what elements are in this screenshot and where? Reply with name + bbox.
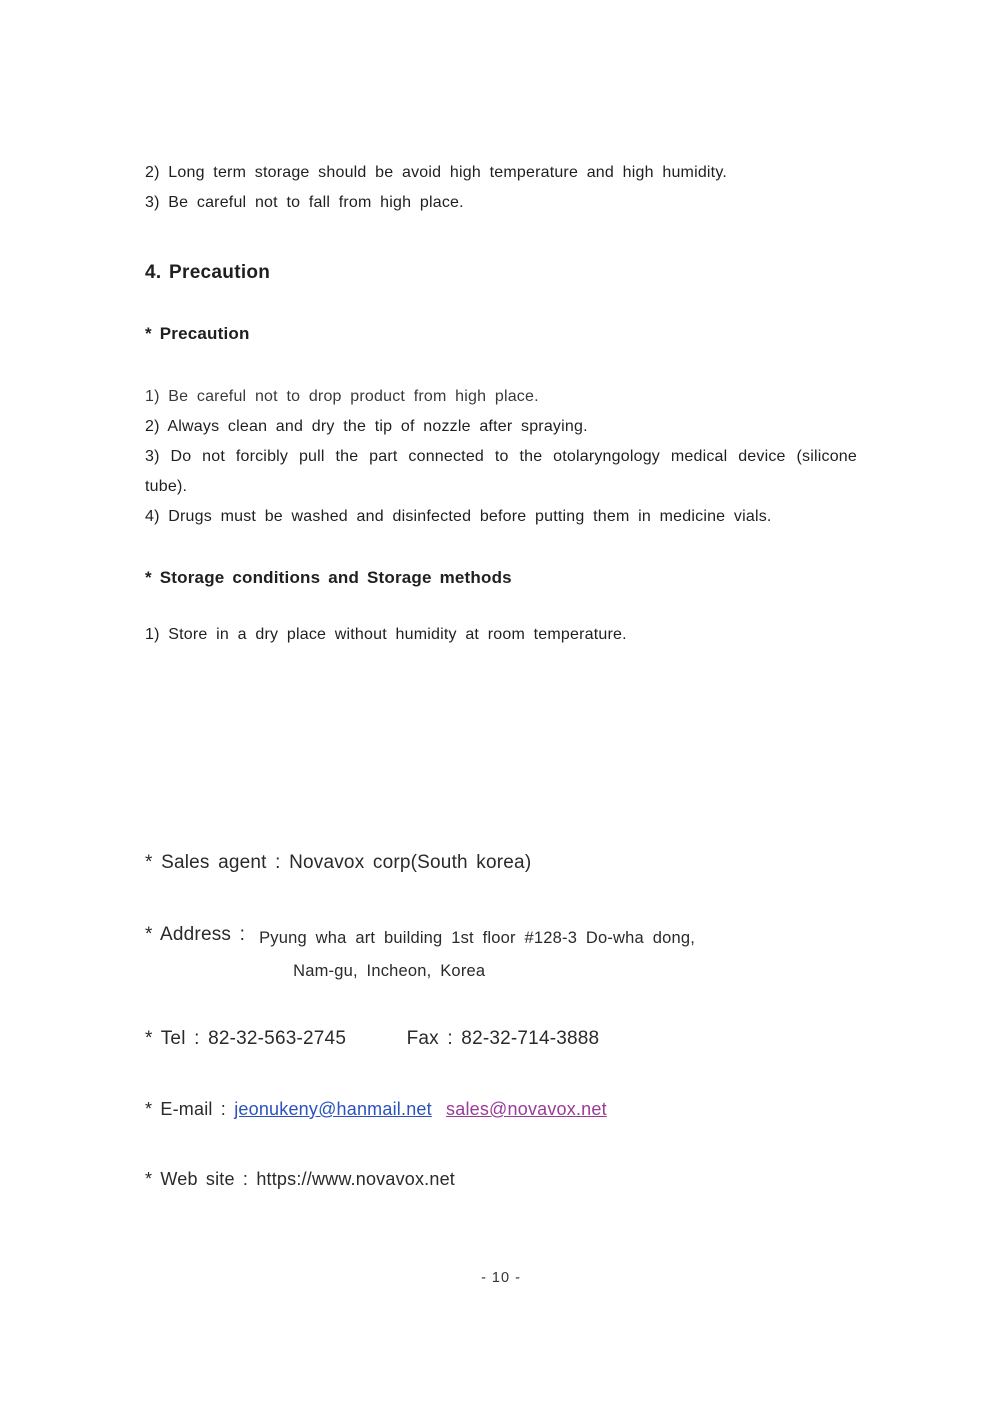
address-line [145,920,857,988]
list-item: 3) Do not forcibly pull the part connected to the otolaryngology medical device (silicone tube). [145,448,857,495]
list-item: 4) Drugs must be washed and disinfected before putting them in medicine vials. [145,508,772,525]
list-item: 1) Store in a dry place without humidity at room temperature. [145,626,627,643]
address-value [259,920,695,988]
tel-fax-line [145,1024,857,1054]
precaution-list [145,382,857,532]
address-label: * Address : [145,924,246,945]
contact-section [145,848,857,1194]
paragraph-storage-note: 2) Long term storage should be avoid high temperature and high humidity. [145,164,727,181]
paragraph-fall-note: 3) Be careful not to fall from high place. [145,194,464,211]
sales-agent-value: Novavox corp(South korea) [289,852,532,873]
section-heading-precaution: 4. Precaution [145,262,271,283]
email-link-secondary[interactable]: sales@novavox.net [446,1099,607,1119]
email-line [145,1094,857,1124]
email-link-primary[interactable]: jeonukeny@hanmail.net [234,1099,432,1119]
sales-agent-line [145,848,857,878]
list-item: 2) Always clean and dry the tip of nozzle after spraying. [145,418,588,435]
subheading-storage: * Storage conditions and Storage methods [145,568,512,587]
email-label: * E-mail : [145,1099,227,1119]
address-line-1: Pyung wha art building 1st floor #128-3 Do-wha dong, [259,929,695,947]
address-line-2: Nam-gu, Incheon, Korea [293,962,486,980]
page-number: - 10 - [481,1270,521,1286]
subheading-precaution: * Precaution [145,324,250,343]
tel-value: 82-32-563-2745 [208,1028,347,1049]
website-label: * Web site : [145,1169,249,1189]
fax-label: Fax : [406,1028,453,1049]
list-item: 1) Be careful not to drop product from high place. [145,388,539,405]
website-line [145,1164,857,1194]
website-value: https://www.novavox.net [256,1169,456,1189]
fax-value: 82-32-714-3888 [461,1028,600,1049]
tel-label: * Tel : [145,1028,200,1049]
sales-agent-label: * Sales agent : [145,852,281,873]
